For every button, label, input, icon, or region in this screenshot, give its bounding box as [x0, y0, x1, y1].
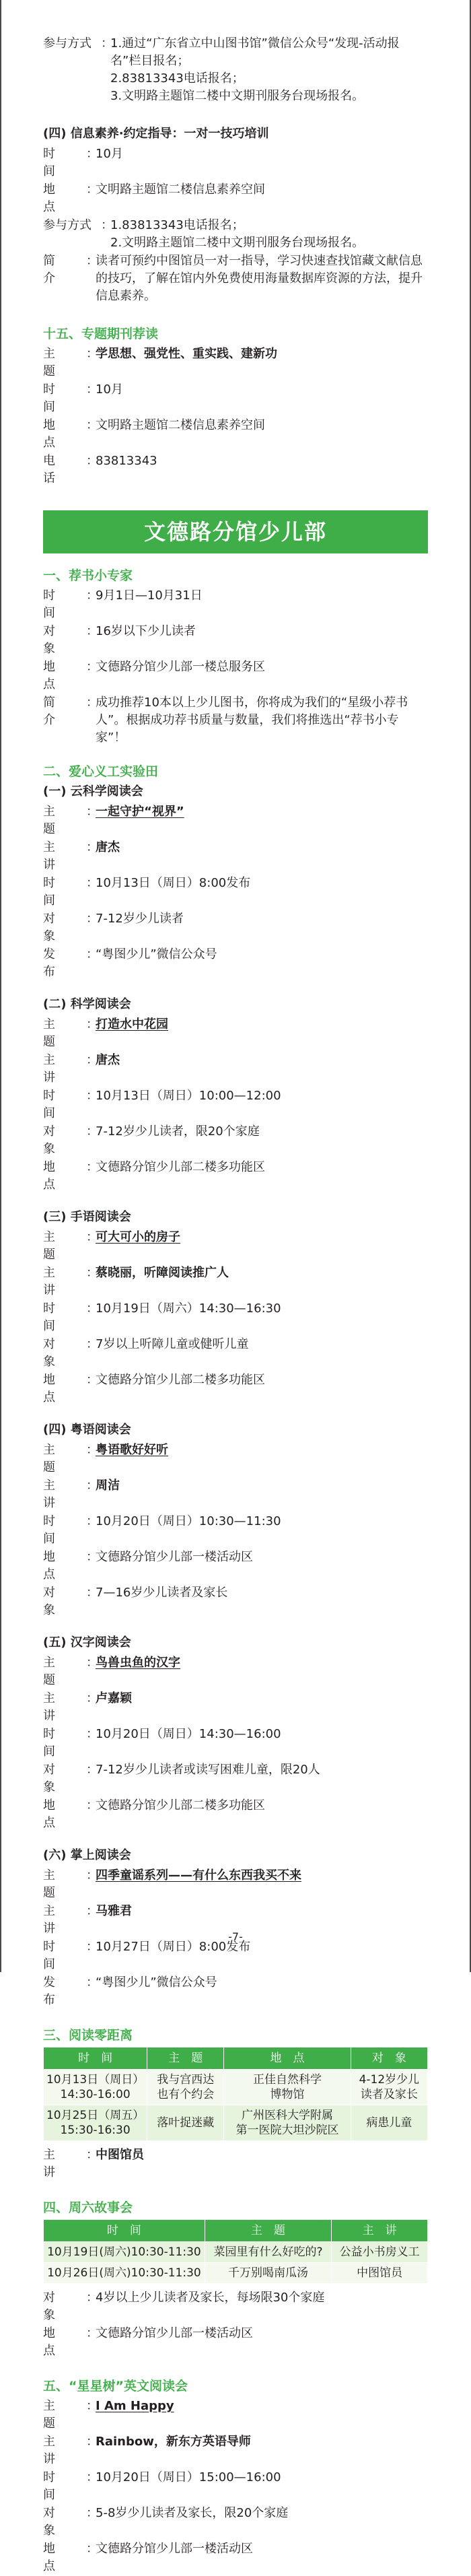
info-row: 参与方式 ： 1.83813343电话报名； 2.文明路主题馆二楼中文期刊服务台现场报名。 [43, 217, 428, 252]
value: 7-12岁少儿读者或读写困难儿童，限20人 [96, 1763, 320, 1777]
info-row: 时 间 ： 10月27日（周日）8:00发布 [43, 1938, 428, 1973]
label: 主 题 [43, 2399, 79, 2431]
value: 一起守护“视界” [96, 805, 184, 819]
value: 可大可小的房子 [96, 1230, 180, 1244]
label: 主 题 [43, 1868, 79, 1900]
info-row: 时 间 ： 9月1日—10月31日 [43, 587, 428, 622]
label: 地 点 [43, 1373, 79, 1404]
info-row: 主 题 ： I Am Happy [43, 2398, 428, 2433]
table-cell: 落叶捉迷藏 [147, 2105, 224, 2141]
value: 文德路分馆少儿部一楼活动区 [96, 2326, 253, 2340]
label: 地 点 [43, 182, 79, 214]
event-title: (五) 汉字阅读会 [43, 1635, 131, 1650]
table-header: 地 点 [224, 2047, 351, 2070]
label: 主 讲 [43, 1691, 79, 1723]
info-row: 对 象 ： 7-12岁少儿读者，限20个家庭 [43, 1123, 428, 1158]
label: 地 点 [43, 2326, 79, 2358]
info-row: 地 点 ： 文德路分馆少儿部二楼多功能区 [43, 1797, 428, 1832]
table-row [44, 2263, 428, 2284]
table-cell: 菜园里有什么好吃的? [205, 2242, 331, 2263]
label: 对 象 [43, 2506, 79, 2538]
label: 地 点 [43, 660, 79, 691]
label: 时 间 [43, 1301, 79, 1333]
info-row: 主 题 ： 鸟兽虫鱼的汉字 [43, 1654, 428, 1689]
section-title: 十五、专题期刊荐读 [43, 327, 159, 341]
label: 主 讲 [43, 1904, 79, 1936]
label: 主 题 [43, 1443, 79, 1475]
info-row: 地 点 ： 文德路分馆少儿部一楼活动区 [43, 1549, 428, 1584]
info-row: 地 点 ： 文德路分馆少儿部二楼多功能区 [43, 1159, 428, 1194]
info-row: 对 象 ： 16岁以下少儿读者 [43, 623, 428, 658]
label: 地 点 [43, 1550, 79, 1582]
value: 9月1日—10月31日 [96, 588, 203, 603]
label: 时 间 [43, 588, 79, 620]
table-cell: 中图馆员 [332, 2263, 428, 2284]
table-cell: 广州医科大学附属 第一医院大坦沙院区 [224, 2105, 351, 2141]
info-row: 地 点 ： 文德路分馆少儿部一楼活动区 [43, 2540, 428, 2575]
label: 参与方式 [43, 218, 92, 232]
value: “粤图少儿”微信公众号 [96, 947, 217, 961]
event-title: (六) 掌上阅读会 [43, 1848, 131, 1862]
line: 2.文明路主题馆二楼中文期刊服务台现场报名。 [110, 236, 365, 250]
event-title: (三) 手语阅读会 [43, 1210, 131, 1224]
value: 唐杰 [96, 1053, 120, 1067]
label: 时 间 [43, 876, 79, 908]
label: 对 象 [43, 1337, 79, 1369]
info-row: 主 讲 ： 马雅君 [43, 1903, 428, 1938]
value: 鸟兽虫鱼的汉字 [96, 1656, 180, 1670]
label: 主 讲 [43, 1053, 79, 1085]
participation-list [110, 35, 428, 105]
table-cell: 10月26日(周六)10:30-11:30 [44, 2263, 205, 2284]
section-title: 五、“星星树”英文阅读会 [43, 2379, 188, 2394]
value: 粤语歌好好听 [96, 1443, 168, 1457]
value: 唐杰 [96, 840, 120, 854]
info-row: 地 点 ： 文德路分馆少儿部一楼活动区 [43, 2325, 428, 2360]
info-row: 对 象 ： 5-8岁少儿读者及家长，限20个家庭 [43, 2505, 428, 2540]
info-row: 地 点 ： 文明路主题馆二楼信息素养空间 [43, 181, 428, 216]
section-banner: 文德路分馆少儿部 [43, 510, 428, 553]
value: 马雅君 [96, 1904, 132, 1918]
value: 文明路主题馆二楼信息素养空间 [96, 182, 265, 197]
label: 发 布 [43, 1975, 79, 2007]
section-title: 四、周六故事会 [43, 2200, 133, 2215]
info-row: 主 题 ： 一起守护“视界” [43, 803, 428, 838]
value: 10月 [96, 382, 123, 397]
info-row: 对 象 ： 7-12岁少儿读者 [43, 910, 428, 945]
label: 主 题 [43, 347, 79, 378]
info-row: 电 话 ： 83813343 [43, 452, 428, 487]
table-header: 对 象 [351, 2047, 427, 2070]
value: 7岁以上听障儿童或健听儿童 [96, 1337, 249, 1351]
event-title: (一) 云科学阅读会 [43, 784, 143, 799]
label: 时 间 [43, 1089, 79, 1120]
line: 1.83813343电话报名； [110, 218, 244, 232]
table-row [44, 2105, 428, 2141]
table-cell: 10月25日（周五） 15:30-16:30 [44, 2105, 147, 2141]
info-row: 时 间 ： 10月 [43, 381, 428, 416]
value: 成功推荐10本以上少儿图书，你将成为我们的“星级小荐书人”。根据成功荐书质量与数量，我们将推选出“荐书小专家”！ [96, 696, 408, 745]
value: 卢嘉颖 [96, 1691, 132, 1705]
label: 对 象 [43, 1763, 79, 1794]
label: 时 间 [43, 2470, 79, 2502]
event-title: (二) 科学阅读会 [43, 997, 131, 1011]
table-header: 主 讲 [332, 2220, 428, 2242]
value: 中图馆员 [96, 2148, 144, 2162]
info-row: 时 间 ： 10月 [43, 145, 428, 180]
participation-row: 参与方式 ： 1.通过“广东省立中山图书馆”微信公众号“发现-活动报名”栏目报名； 2.83813343电话报名； 3.文明路主题馆二楼中文期刊服务台现场报名。 [43, 35, 428, 105]
label: 主 讲 [43, 1479, 79, 1510]
label: 时 间 [43, 147, 79, 178]
value: 10月20日（周日）14:30—16:00 [96, 1727, 281, 1741]
info-row: 主 讲 ： 中图馆员 [43, 2146, 428, 2181]
label: 参与方式 [43, 36, 92, 50]
value: 4岁以上少儿读者及家长，每场限30个家庭 [96, 2291, 325, 2305]
info-row: 地 点 ： 文德路分馆少儿部二楼多功能区 [43, 1371, 428, 1406]
table-header: 主 题 [205, 2220, 331, 2242]
value: 四季童谣系列——有什么东西我买不来 [96, 1868, 301, 1883]
value: 10月19日（周六）14:30—16:30 [96, 1301, 281, 1316]
value: 10月20日（周日）15:00—16:00 [96, 2470, 281, 2484]
value: 10月27日（周日）8:00发布 [96, 1940, 251, 1954]
value: 10月13日（周日）10:00—12:00 [96, 1089, 281, 1103]
value: I Am Happy [96, 2399, 174, 2413]
label: 地 点 [43, 418, 79, 450]
table-cell: 10月13日（周日） 14:30-16:00 [44, 2070, 147, 2105]
label: 主 讲 [43, 1266, 79, 1297]
value: 7-12岁少儿读者 [96, 912, 184, 926]
label: 时 间 [43, 1727, 79, 1759]
section-heading: (四) 信息素养·约定指导：一对一技巧培训 [43, 127, 269, 141]
value: 蔡晓丽，听障阅读推广人 [96, 1266, 229, 1280]
value: 5-8岁少儿读者及家长，限20个家庭 [96, 2506, 289, 2520]
value: 周洁 [96, 1479, 120, 1493]
section-title: 一、荐书小专家 [43, 568, 133, 583]
info-row: 简 介 ： 成功推荐10本以上少儿图书，你将成为我们的“星级小荐书人”。根据成功荐书质量与数量，我们将推选出“荐书小专家”！ [43, 694, 428, 747]
value: 文明路主题馆二楼信息素养空间 [96, 418, 265, 432]
content [43, 35, 428, 2576]
table-header: 时 间 [44, 2220, 205, 2242]
value: 学思想、强党性、重实践、建新功 [96, 347, 277, 361]
info-row: 时 间 ： 10月13日（周日）8:00发布 [43, 875, 428, 910]
info-row: 对 象 ： 7岁以上听障儿童或健听儿童 [43, 1336, 428, 1371]
value: 7-12岁少儿读者，限20个家庭 [96, 1124, 260, 1139]
table-row [44, 2070, 428, 2105]
value: 文德路分馆少儿部二楼多功能区 [96, 1160, 265, 1174]
value: 读者可预约中图馆员一对一指导，学习快速查找馆藏文献信息的技巧，了解在馆内外免费使用海量数据库资源的方法，提升信息素养。 [96, 254, 423, 303]
info-row: 主 讲 ： 唐杰 [43, 1052, 428, 1087]
story-table [43, 2219, 428, 2284]
label: 主 题 [43, 805, 79, 836]
label: 主 讲 [43, 840, 79, 872]
info-row: 主 题 ： 打造水中花园 [43, 1016, 428, 1051]
value: Rainbow，新东方英语导师 [96, 2435, 251, 2449]
value: 16岁以下少儿读者 [96, 624, 196, 638]
label: 对 象 [43, 624, 79, 656]
participation-line: 2.83813343电话报名； [110, 71, 244, 86]
value: 文德路分馆少儿部二楼多功能区 [96, 1798, 265, 1812]
info-row: 简 介 ： 读者可预约中图馆员一对一指导，学习快速查找馆藏文献信息的技巧，了解在馆内外免费使用海量数据库资源的方法，提升信息素养。 [43, 252, 428, 305]
info-row: 对 象 ： 7—16岁少儿读者及家长 [43, 1584, 428, 1619]
label: 时 间 [43, 1514, 79, 1546]
label: 主 题 [43, 1017, 79, 1049]
participation-line: 1.通过“广东省立中山图书馆”微信公众号“发现-活动报名”栏目报名； [110, 36, 400, 68]
page-number: -7- [228, 1930, 243, 1943]
label: 地 点 [43, 2542, 79, 2573]
table-header: 时 间 [44, 2047, 147, 2070]
table-cell: 4-12岁少儿 读者及家长 [351, 2070, 427, 2105]
info-row: 时 间 ： 10月20日（周日）10:30—11:30 [43, 1513, 428, 1548]
value: 10月13日（周日）8:00发布 [96, 876, 251, 890]
table-cell: 千万别喝南瓜汤 [205, 2263, 331, 2284]
label: 简 介 [43, 696, 79, 727]
info-row: 主 题 ： 可大可小的房子 [43, 1229, 428, 1264]
info-row: 时 间 ： 10月20日（周日）15:00—16:00 [43, 2469, 428, 2504]
event-title: (四) 粤语阅读会 [43, 1423, 131, 1437]
value: 文德路分馆少儿部一楼活动区 [96, 2542, 253, 2556]
value: 文德路分馆少儿部一楼活动区 [96, 1550, 253, 1564]
value: 10月20日（周日）10:30—11:30 [96, 1514, 281, 1528]
value: “粤图少儿”微信公众号 [96, 1975, 217, 1990]
label: 主 题 [43, 1230, 79, 1262]
table-header: 主 题 [147, 2047, 224, 2070]
info-row: 发 布 ： “粤图少儿”微信公众号 [43, 1974, 428, 2009]
value: 文德路分馆少儿部一楼总服务区 [96, 660, 265, 674]
info-row: 发 布 ： “粤图少儿”微信公众号 [43, 946, 428, 981]
label: 对 象 [43, 912, 79, 943]
info-row: 地 点 ： 文明路主题馆二楼信息素养空间 [43, 417, 428, 452]
table-cell: 我与宫西达 也有个约会 [147, 2070, 224, 2105]
participation-line: 3.文明路主题馆二楼中文期刊服务台现场报名。 [110, 89, 365, 103]
table-row [44, 2242, 428, 2263]
table-cell: 10月19日(周六)10:30-11:30 [44, 2242, 205, 2263]
label: 主 题 [43, 1656, 79, 1687]
info-row: 主 讲 ： Rainbow，新东方英语导师 [43, 2433, 428, 2468]
value: 7—16岁少儿读者及家长 [96, 1586, 228, 1600]
info-row: 时 间 ： 10月13日（周日）10:00—12:00 [43, 1087, 428, 1122]
label: 对 象 [43, 2291, 79, 2322]
event-list [43, 783, 428, 2009]
label: 简 介 [43, 254, 79, 285]
label: 电 话 [43, 454, 79, 485]
info-row: 主 题 ： 四季童谣系列——有什么东西我买不来 [43, 1867, 428, 1902]
table-cell: 病患儿童 [351, 2105, 427, 2141]
label: 主 讲 [43, 2148, 79, 2179]
label: 时 间 [43, 1940, 79, 1971]
info-row: 对 象 ： 7-12岁少儿读者或读写困难儿童，限20人 [43, 1761, 428, 1796]
info-row: 时 间 ： 10月20日（周日）14:30—16:00 [43, 1726, 428, 1761]
info-row: 主 讲 ： 唐杰 [43, 839, 428, 874]
info-row: 地 点 ： 文德路分馆少儿部一楼总服务区 [43, 658, 428, 693]
table-cell: 正佳自然科学 博物馆 [224, 2070, 351, 2105]
section-title: 二、爱心义工实验田 [43, 764, 159, 779]
label: 主 讲 [43, 2435, 79, 2466]
info-row: 主 讲 ： 周洁 [43, 1477, 428, 1512]
value: 打造水中花园 [96, 1017, 168, 1031]
zero-distance-table [43, 2047, 428, 2141]
label: 地 点 [43, 1160, 79, 1192]
table-cell: 公益小书房义工 [332, 2242, 428, 2263]
info-row: 主 讲 ： 蔡晓丽，听障阅读推广人 [43, 1264, 428, 1299]
label: 对 象 [43, 1586, 79, 1617]
label: 对 象 [43, 1124, 79, 1156]
value: 10月 [96, 147, 123, 161]
info-row: 主 题 ： 粤语歌好好听 [43, 1442, 428, 1477]
info-row: 主 讲 ： 卢嘉颖 [43, 1690, 428, 1725]
label: 发 布 [43, 947, 79, 979]
info-row: 对 象 ： 4岁以上少儿读者及家长，每场限30个家庭 [43, 2289, 428, 2324]
section-title: 三、阅读零距离 [43, 2028, 133, 2043]
info-row: 时 间 ： 10月19日（周六）14:30—16:30 [43, 1300, 428, 1335]
label: 时 间 [43, 382, 79, 414]
value [110, 217, 428, 252]
info-row: 主 题 ： 学思想、强党性、重实践、建新功 [43, 345, 428, 380]
value: 83813343 [96, 454, 157, 468]
label: 地 点 [43, 1798, 79, 1830]
value: 文德路分馆少儿部二楼多功能区 [96, 1373, 265, 1387]
